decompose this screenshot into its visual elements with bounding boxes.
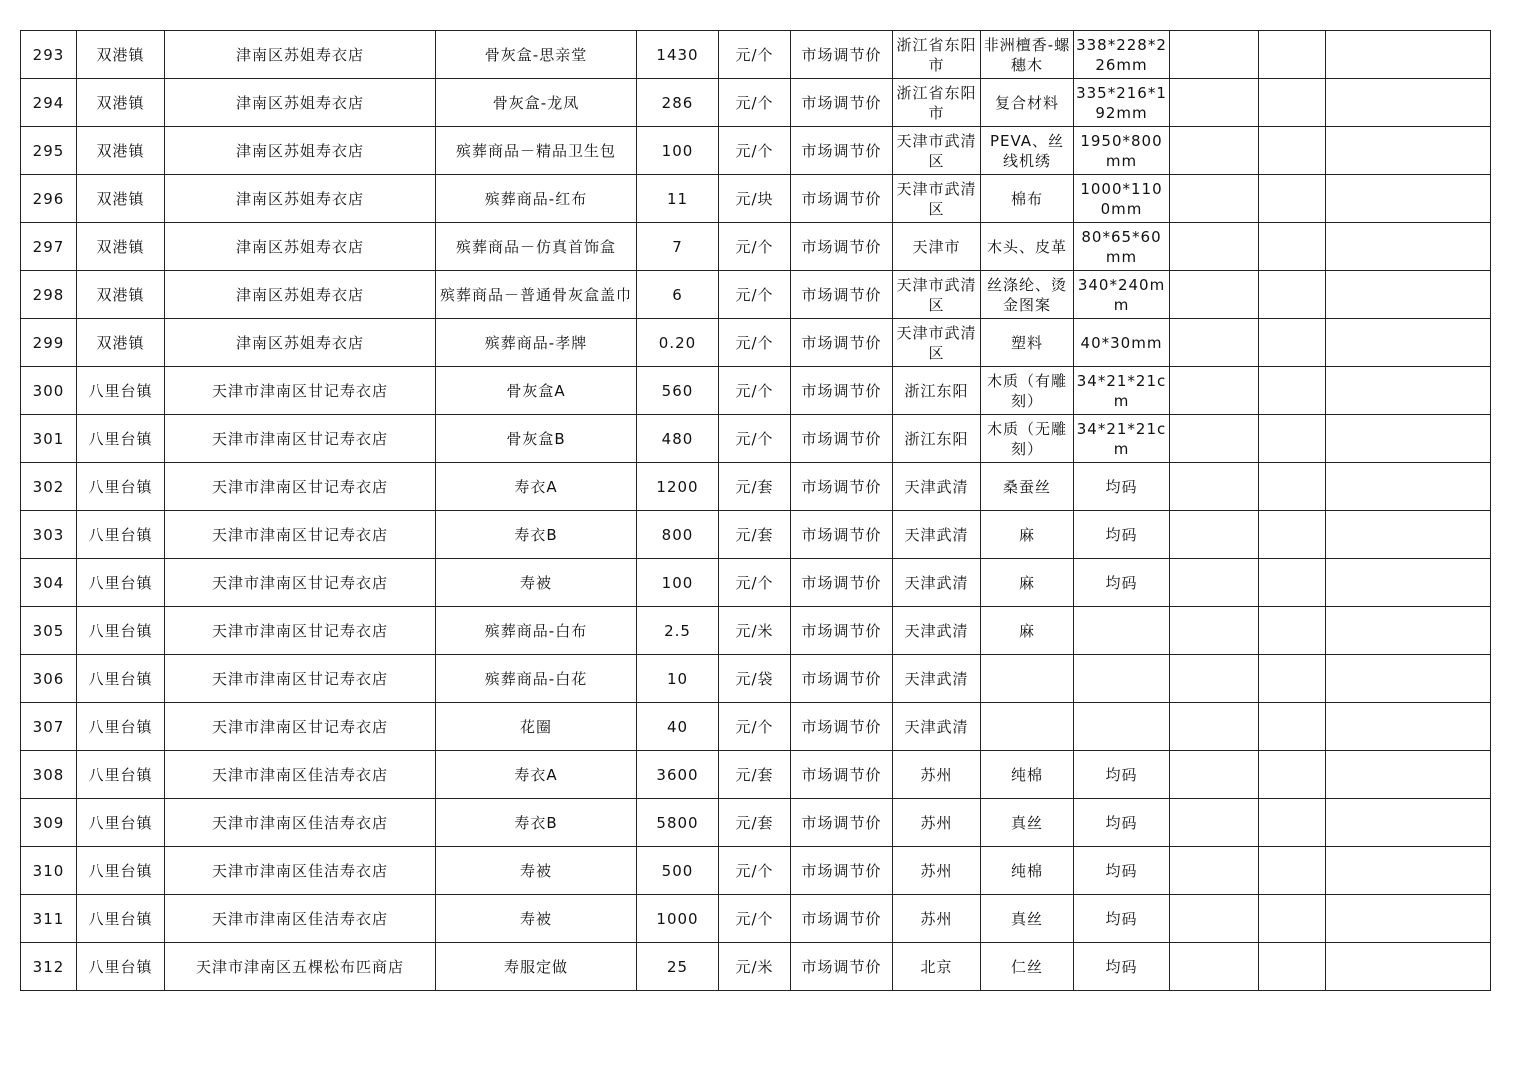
size-cell: 均码 (1074, 943, 1170, 991)
size-cell: 均码 (1074, 559, 1170, 607)
empty-cell (1170, 607, 1259, 655)
material-cell: 麻 (981, 559, 1074, 607)
town-cell: 双港镇 (77, 319, 165, 367)
item-name-cell: 寿衣A (436, 751, 637, 799)
town-cell: 八里台镇 (77, 799, 165, 847)
row-number-cell: 303 (21, 511, 77, 559)
empty-cell (1170, 655, 1259, 703)
empty-cell (1170, 415, 1259, 463)
empty-cell (1170, 223, 1259, 271)
price-type-cell: 市场调节价 (791, 895, 893, 943)
table-row (21, 703, 1491, 751)
origin-cell: 浙江东阳 (893, 415, 981, 463)
empty-cell (1259, 415, 1326, 463)
store-name-cell: 天津市津南区五棵松布匹商店 (165, 943, 436, 991)
item-name-cell: 骨灰盒A (436, 367, 637, 415)
item-name-cell: 殡葬商品－精品卫生包 (436, 127, 637, 175)
table-body (21, 31, 1491, 991)
unit-cell: 元/米 (719, 943, 791, 991)
table-row (21, 415, 1491, 463)
store-name-cell: 天津市津南区佳洁寿衣店 (165, 895, 436, 943)
row-number-cell: 293 (21, 31, 77, 79)
price-cell: 0.20 (637, 319, 719, 367)
store-name-cell: 天津市津南区甘记寿衣店 (165, 655, 436, 703)
town-cell: 八里台镇 (77, 847, 165, 895)
empty-cell (1259, 655, 1326, 703)
empty-cell (1170, 463, 1259, 511)
table-row (21, 655, 1491, 703)
empty-cell (1170, 31, 1259, 79)
item-name-cell: 寿被 (436, 847, 637, 895)
store-name-cell: 天津市津南区甘记寿衣店 (165, 367, 436, 415)
empty-cell (1170, 799, 1259, 847)
empty-cell (1259, 319, 1326, 367)
unit-cell: 元/套 (719, 751, 791, 799)
price-type-cell: 市场调节价 (791, 943, 893, 991)
town-cell: 八里台镇 (77, 655, 165, 703)
empty-cell (1170, 319, 1259, 367)
table-row (21, 271, 1491, 319)
store-name-cell: 津南区苏姐寿衣店 (165, 319, 436, 367)
material-cell: 仁丝 (981, 943, 1074, 991)
table-row (21, 511, 1491, 559)
price-type-cell: 市场调节价 (791, 559, 893, 607)
price-cell: 286 (637, 79, 719, 127)
price-cell: 1430 (637, 31, 719, 79)
store-name-cell: 津南区苏姐寿衣店 (165, 31, 436, 79)
table-row (21, 751, 1491, 799)
price-type-cell: 市场调节价 (791, 175, 893, 223)
price-type-cell: 市场调节价 (791, 655, 893, 703)
material-cell: 塑料 (981, 319, 1074, 367)
material-cell: 棉布 (981, 175, 1074, 223)
table-row (21, 799, 1491, 847)
row-number-cell: 310 (21, 847, 77, 895)
item-name-cell: 殡葬商品-白布 (436, 607, 637, 655)
table-row (21, 127, 1491, 175)
empty-cell (1170, 559, 1259, 607)
empty-cell (1170, 367, 1259, 415)
store-name-cell: 天津市津南区佳洁寿衣店 (165, 751, 436, 799)
town-cell: 八里台镇 (77, 415, 165, 463)
table-row (21, 559, 1491, 607)
empty-cell (1259, 175, 1326, 223)
size-cell: 34*21*21cm (1074, 367, 1170, 415)
empty-cell (1326, 415, 1491, 463)
unit-cell: 元/套 (719, 511, 791, 559)
material-cell: 桑蚕丝 (981, 463, 1074, 511)
town-cell: 八里台镇 (77, 367, 165, 415)
store-name-cell: 津南区苏姐寿衣店 (165, 223, 436, 271)
unit-cell: 元/个 (719, 415, 791, 463)
size-cell (1074, 655, 1170, 703)
unit-cell: 元/块 (719, 175, 791, 223)
row-number-cell: 299 (21, 319, 77, 367)
item-name-cell: 殡葬商品－仿真首饰盒 (436, 223, 637, 271)
unit-cell: 元/个 (719, 847, 791, 895)
price-type-cell: 市场调节价 (791, 607, 893, 655)
size-cell (1074, 607, 1170, 655)
town-cell: 双港镇 (77, 127, 165, 175)
row-number-cell: 304 (21, 559, 77, 607)
unit-cell: 元/套 (719, 463, 791, 511)
origin-cell: 北京 (893, 943, 981, 991)
town-cell: 八里台镇 (77, 895, 165, 943)
price-type-cell: 市场调节价 (791, 31, 893, 79)
price-cell: 1200 (637, 463, 719, 511)
material-cell: PEVA、丝线机绣 (981, 127, 1074, 175)
town-cell: 双港镇 (77, 31, 165, 79)
material-cell: 麻 (981, 511, 1074, 559)
unit-cell: 元/个 (719, 271, 791, 319)
price-cell: 6 (637, 271, 719, 319)
material-cell: 复合材料 (981, 79, 1074, 127)
empty-cell (1326, 895, 1491, 943)
store-name-cell: 天津市津南区甘记寿衣店 (165, 703, 436, 751)
town-cell: 双港镇 (77, 223, 165, 271)
empty-cell (1326, 223, 1491, 271)
material-cell: 真丝 (981, 799, 1074, 847)
table-row (21, 895, 1491, 943)
price-type-cell: 市场调节价 (791, 271, 893, 319)
material-cell: 真丝 (981, 895, 1074, 943)
empty-cell (1259, 703, 1326, 751)
price-type-cell: 市场调节价 (791, 799, 893, 847)
size-cell: 均码 (1074, 463, 1170, 511)
price-cell: 1000 (637, 895, 719, 943)
row-number-cell: 306 (21, 655, 77, 703)
table-row (21, 31, 1491, 79)
price-cell: 3600 (637, 751, 719, 799)
origin-cell: 苏州 (893, 895, 981, 943)
empty-cell (1326, 559, 1491, 607)
store-name-cell: 津南区苏姐寿衣店 (165, 127, 436, 175)
material-cell: 木头、皮革 (981, 223, 1074, 271)
origin-cell: 天津市 (893, 223, 981, 271)
origin-cell: 苏州 (893, 799, 981, 847)
empty-cell (1170, 511, 1259, 559)
empty-cell (1259, 223, 1326, 271)
empty-cell (1326, 607, 1491, 655)
store-name-cell: 天津市津南区甘记寿衣店 (165, 415, 436, 463)
item-name-cell: 殡葬商品-白花 (436, 655, 637, 703)
empty-cell (1326, 943, 1491, 991)
table-row (21, 367, 1491, 415)
size-cell (1074, 703, 1170, 751)
town-cell: 双港镇 (77, 79, 165, 127)
size-cell: 均码 (1074, 751, 1170, 799)
empty-cell (1170, 79, 1259, 127)
unit-cell: 元/个 (719, 127, 791, 175)
origin-cell: 天津武清 (893, 463, 981, 511)
store-name-cell: 天津市津南区甘记寿衣店 (165, 607, 436, 655)
town-cell: 双港镇 (77, 175, 165, 223)
empty-cell (1326, 511, 1491, 559)
origin-cell: 天津武清 (893, 559, 981, 607)
price-cell: 5800 (637, 799, 719, 847)
empty-cell (1326, 847, 1491, 895)
unit-cell: 元/个 (719, 895, 791, 943)
empty-cell (1326, 655, 1491, 703)
empty-cell (1259, 607, 1326, 655)
row-number-cell: 295 (21, 127, 77, 175)
origin-cell: 天津市武清区 (893, 271, 981, 319)
size-cell: 均码 (1074, 511, 1170, 559)
size-cell: 均码 (1074, 895, 1170, 943)
empty-cell (1259, 31, 1326, 79)
empty-cell (1259, 79, 1326, 127)
town-cell: 八里台镇 (77, 607, 165, 655)
price-cell: 2.5 (637, 607, 719, 655)
town-cell: 八里台镇 (77, 511, 165, 559)
town-cell: 八里台镇 (77, 751, 165, 799)
price-cell: 40 (637, 703, 719, 751)
row-number-cell: 296 (21, 175, 77, 223)
origin-cell: 浙江省东阳市 (893, 79, 981, 127)
item-name-cell: 骨灰盒-思亲堂 (436, 31, 637, 79)
store-name-cell: 津南区苏姐寿衣店 (165, 175, 436, 223)
material-cell: 丝涤纶、烫金图案 (981, 271, 1074, 319)
item-name-cell: 殡葬商品-孝牌 (436, 319, 637, 367)
empty-cell (1259, 559, 1326, 607)
price-type-cell: 市场调节价 (791, 847, 893, 895)
unit-cell: 元/个 (719, 703, 791, 751)
empty-cell (1326, 319, 1491, 367)
size-cell: 1000*1100mm (1074, 175, 1170, 223)
town-cell: 八里台镇 (77, 463, 165, 511)
unit-cell: 元/米 (719, 607, 791, 655)
origin-cell: 天津市武清区 (893, 175, 981, 223)
material-cell: 木质（有雕刻） (981, 367, 1074, 415)
unit-cell: 元/个 (719, 79, 791, 127)
row-number-cell: 298 (21, 271, 77, 319)
price-cell: 25 (637, 943, 719, 991)
town-cell: 八里台镇 (77, 943, 165, 991)
empty-cell (1170, 175, 1259, 223)
store-name-cell: 津南区苏姐寿衣店 (165, 79, 436, 127)
size-cell: 335*216*192mm (1074, 79, 1170, 127)
item-name-cell: 寿被 (436, 559, 637, 607)
empty-cell (1259, 463, 1326, 511)
origin-cell: 苏州 (893, 751, 981, 799)
material-cell: 麻 (981, 607, 1074, 655)
table-row (21, 79, 1491, 127)
origin-cell: 天津武清 (893, 703, 981, 751)
empty-cell (1326, 703, 1491, 751)
material-cell: 纯棉 (981, 847, 1074, 895)
unit-cell: 元/个 (719, 31, 791, 79)
origin-cell: 天津武清 (893, 607, 981, 655)
material-cell: 纯棉 (981, 751, 1074, 799)
price-cell: 11 (637, 175, 719, 223)
price-cell: 100 (637, 559, 719, 607)
material-cell: 木质（无雕刻） (981, 415, 1074, 463)
price-type-cell: 市场调节价 (791, 703, 893, 751)
empty-cell (1170, 895, 1259, 943)
empty-cell (1326, 175, 1491, 223)
row-number-cell: 312 (21, 943, 77, 991)
size-cell: 40*30mm (1074, 319, 1170, 367)
material-cell: 非洲檀香-螺穗木 (981, 31, 1074, 79)
price-table (20, 30, 1491, 991)
price-type-cell: 市场调节价 (791, 127, 893, 175)
price-cell: 800 (637, 511, 719, 559)
price-type-cell: 市场调节价 (791, 415, 893, 463)
table-row (21, 607, 1491, 655)
empty-cell (1259, 271, 1326, 319)
unit-cell: 元/个 (719, 319, 791, 367)
empty-cell (1170, 751, 1259, 799)
row-number-cell: 297 (21, 223, 77, 271)
unit-cell: 元/套 (719, 799, 791, 847)
town-cell: 双港镇 (77, 271, 165, 319)
empty-cell (1326, 751, 1491, 799)
price-cell: 560 (637, 367, 719, 415)
store-name-cell: 天津市津南区佳洁寿衣店 (165, 847, 436, 895)
empty-cell (1170, 847, 1259, 895)
empty-cell (1259, 895, 1326, 943)
origin-cell: 天津武清 (893, 511, 981, 559)
table-row (21, 319, 1491, 367)
table-row (21, 223, 1491, 271)
table-row (21, 847, 1491, 895)
row-number-cell: 294 (21, 79, 77, 127)
price-cell: 480 (637, 415, 719, 463)
empty-cell (1259, 943, 1326, 991)
town-cell: 八里台镇 (77, 559, 165, 607)
size-cell: 80*65*60mm (1074, 223, 1170, 271)
empty-cell (1259, 847, 1326, 895)
store-name-cell: 天津市津南区甘记寿衣店 (165, 559, 436, 607)
price-type-cell: 市场调节价 (791, 367, 893, 415)
material-cell (981, 655, 1074, 703)
price-type-cell: 市场调节价 (791, 79, 893, 127)
item-name-cell: 骨灰盒B (436, 415, 637, 463)
price-type-cell: 市场调节价 (791, 751, 893, 799)
row-number-cell: 307 (21, 703, 77, 751)
store-name-cell: 天津市津南区佳洁寿衣店 (165, 799, 436, 847)
price-type-cell: 市场调节价 (791, 223, 893, 271)
store-name-cell: 天津市津南区甘记寿衣店 (165, 463, 436, 511)
origin-cell: 浙江东阳 (893, 367, 981, 415)
table-row (21, 463, 1491, 511)
item-name-cell: 寿衣A (436, 463, 637, 511)
price-cell: 100 (637, 127, 719, 175)
item-name-cell: 殡葬商品-红布 (436, 175, 637, 223)
table-row (21, 943, 1491, 991)
size-cell: 均码 (1074, 799, 1170, 847)
empty-cell (1259, 751, 1326, 799)
table-row (21, 175, 1491, 223)
town-cell: 八里台镇 (77, 703, 165, 751)
empty-cell (1326, 367, 1491, 415)
unit-cell: 元/个 (719, 223, 791, 271)
item-name-cell: 殡葬商品－普通骨灰盒盖巾 (436, 271, 637, 319)
size-cell: 1950*800mm (1074, 127, 1170, 175)
price-type-cell: 市场调节价 (791, 319, 893, 367)
material-cell (981, 703, 1074, 751)
empty-cell (1170, 271, 1259, 319)
row-number-cell: 311 (21, 895, 77, 943)
row-number-cell: 301 (21, 415, 77, 463)
empty-cell (1326, 127, 1491, 175)
empty-cell (1259, 127, 1326, 175)
origin-cell: 天津武清 (893, 655, 981, 703)
row-number-cell: 309 (21, 799, 77, 847)
price-type-cell: 市场调节价 (791, 511, 893, 559)
item-name-cell: 寿衣B (436, 799, 637, 847)
row-number-cell: 305 (21, 607, 77, 655)
empty-cell (1326, 79, 1491, 127)
size-cell: 338*228*226mm (1074, 31, 1170, 79)
store-name-cell: 津南区苏姐寿衣店 (165, 271, 436, 319)
row-number-cell: 308 (21, 751, 77, 799)
empty-cell (1326, 799, 1491, 847)
empty-cell (1326, 271, 1491, 319)
empty-cell (1326, 463, 1491, 511)
row-number-cell: 300 (21, 367, 77, 415)
size-cell: 均码 (1074, 847, 1170, 895)
item-name-cell: 骨灰盒-龙凤 (436, 79, 637, 127)
empty-cell (1170, 943, 1259, 991)
price-type-cell: 市场调节价 (791, 463, 893, 511)
price-cell: 10 (637, 655, 719, 703)
item-name-cell: 寿衣B (436, 511, 637, 559)
unit-cell: 元/个 (719, 367, 791, 415)
empty-cell (1259, 367, 1326, 415)
store-name-cell: 天津市津南区甘记寿衣店 (165, 511, 436, 559)
origin-cell: 苏州 (893, 847, 981, 895)
empty-cell (1259, 511, 1326, 559)
empty-cell (1259, 799, 1326, 847)
origin-cell: 天津市武清区 (893, 127, 981, 175)
unit-cell: 元/个 (719, 559, 791, 607)
size-cell: 34*21*21cm (1074, 415, 1170, 463)
item-name-cell: 寿服定做 (436, 943, 637, 991)
price-cell: 500 (637, 847, 719, 895)
unit-cell: 元/袋 (719, 655, 791, 703)
item-name-cell: 寿被 (436, 895, 637, 943)
origin-cell: 浙江省东阳市 (893, 31, 981, 79)
size-cell: 340*240mm (1074, 271, 1170, 319)
empty-cell (1170, 703, 1259, 751)
price-cell: 7 (637, 223, 719, 271)
origin-cell: 天津市武清区 (893, 319, 981, 367)
empty-cell (1326, 31, 1491, 79)
item-name-cell: 花圈 (436, 703, 637, 751)
empty-cell (1170, 127, 1259, 175)
row-number-cell: 302 (21, 463, 77, 511)
